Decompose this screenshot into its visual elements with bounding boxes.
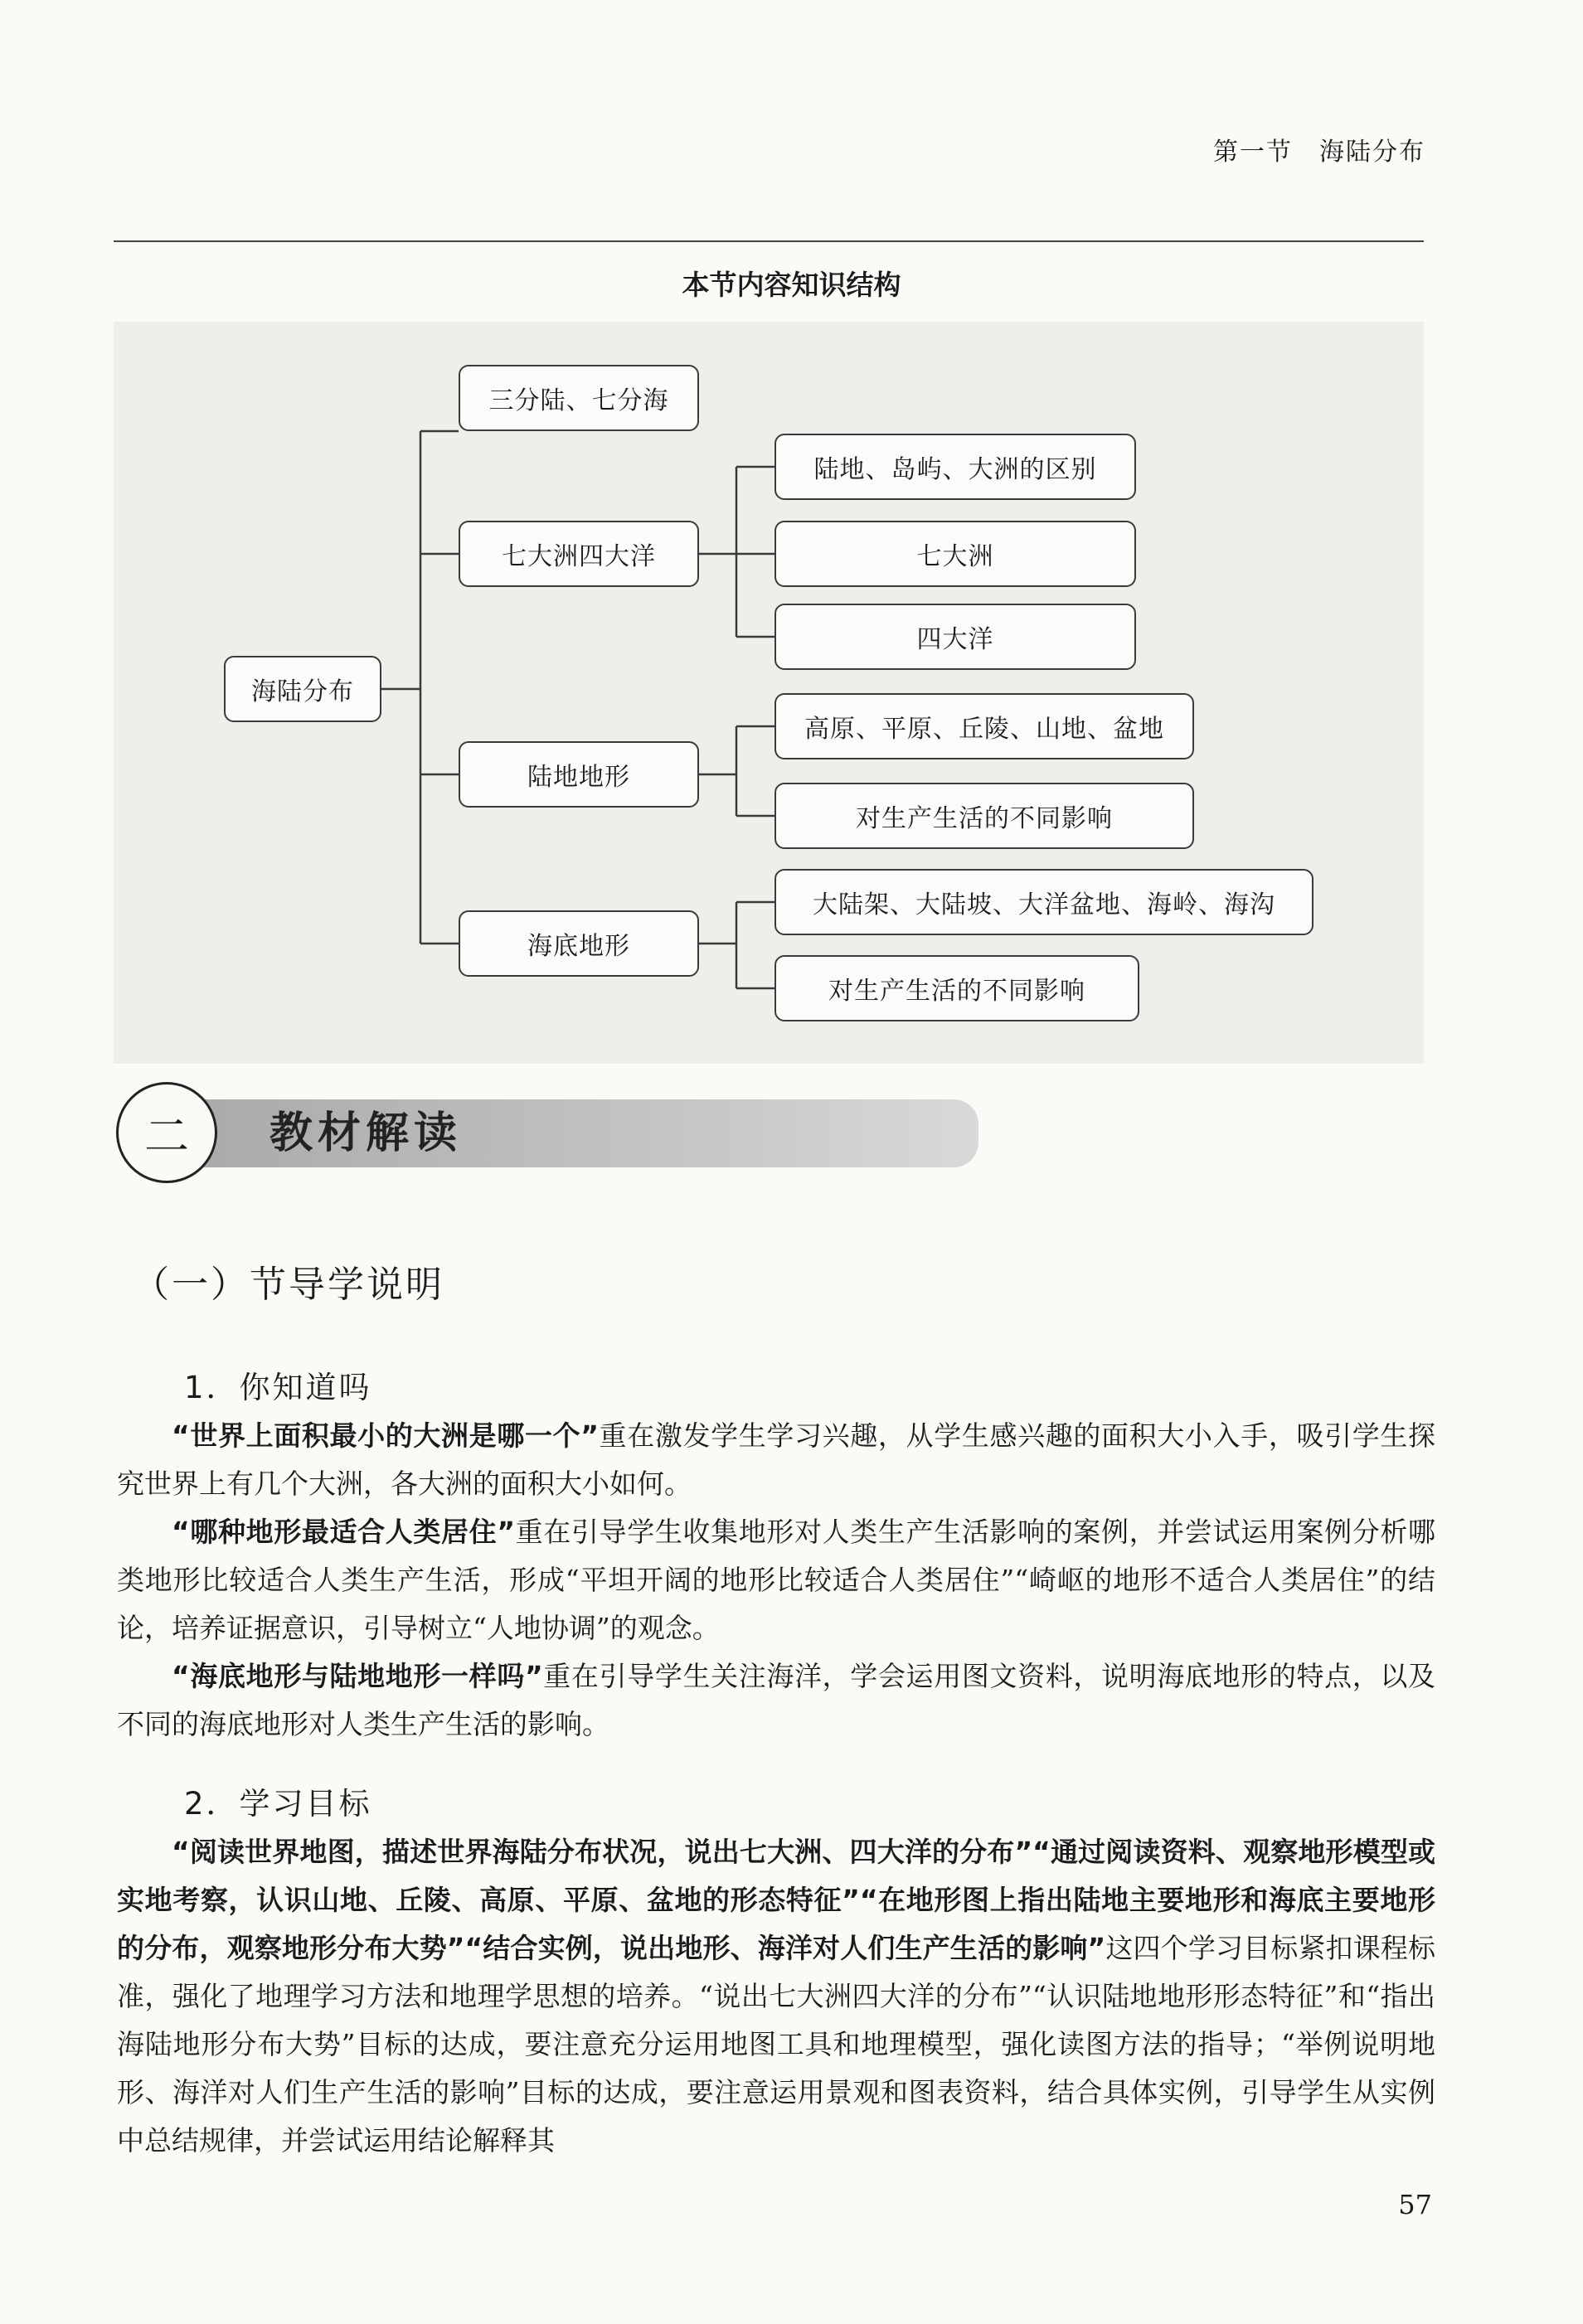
- part1-paragraph-1: [117, 1412, 1435, 1508]
- mindmap-title: 本节内容知识结构: [682, 269, 901, 301]
- mindmap-leaf-seafloor-influence: 对生产生活的不同影响: [775, 955, 1139, 1021]
- mindmap-branch-land-sea-ratio: 三分陆、七分海: [459, 365, 699, 431]
- mindmap-leaf-seafloor-types: 大陆架、大陆坡、大洋盆地、海岭、海沟: [775, 869, 1314, 935]
- part1-p1-question: “世界上面积最小的大洲是哪一个”: [172, 1419, 599, 1452]
- mindmap-leaf-land-influence: 对生产生活的不同影响: [775, 783, 1194, 849]
- mindmap-root-node: 海陆分布: [224, 656, 381, 722]
- running-head: 第一节 海陆分布: [1213, 138, 1425, 167]
- part1-p2-question: “哪种地形最适合人类居住”: [172, 1516, 516, 1548]
- part1-paragraph-2: [117, 1508, 1435, 1652]
- connector-b2: [698, 467, 775, 637]
- mindmap-branch-land-landforms: 陆地地形: [459, 741, 699, 808]
- mindmap-leaf-four-oceans: 四大洋: [775, 604, 1136, 670]
- part2-p1-text: 这四个学习目标紧扣课程标准，强化了地理学习方法和地理学思想的培养。“说出七大洲四大洋的分布”“认识陆地地形形态特征”和“指出海陆地形分布大势”目标的达成，要注意充分运用地图工具和地理模型，强化读图方法的指导；“举例说明地形、海洋对人们生产生活的影响”目标的达成，要注意运用景观和图表资料，结合具体实例，引导学生从实例中总结规律，并尝试运用结论解释其: [117, 1932, 1436, 2157]
- part2-p1-question: “阅读世界地图，描述世界海陆分布状况，说出七大洲、四大洋的分布”“通过阅读资料、观察地形模型或实地考察，认识山地、丘陵、高原、平原、盆地的形态特征”“在地形图上指出陆地主要地形和海底主要地形的分布，观察地形分布大势”“结合实例，说出地形、海洋对人们生产生活的影响”: [117, 1836, 1435, 1964]
- page-number: 57: [1398, 2189, 1432, 2220]
- section-title: 教材解读: [269, 1109, 463, 1158]
- connector-b3: [698, 726, 775, 816]
- mindmap-leaf-seven-continents: 七大洲: [775, 521, 1136, 587]
- part1-p2-text: 重在引导学生收集地形对人类生产生活影响的案例，并尝试运用案例分析哪类地形比较适合人类生产生活，形成“平坦开阔的地形比较适合人类居住”“崎岖的地形不适合人类居住”的结论，培养证据意识，引导树立“人地协调”的观念。: [117, 1516, 1435, 1644]
- part2-heading: 2．学习目标: [184, 1786, 372, 1822]
- connector-root-trunk: [381, 431, 420, 944]
- part1-heading: 1．你知道吗: [184, 1370, 372, 1405]
- part1-paragraph-3: [117, 1652, 1435, 1749]
- section-number: 二: [116, 1082, 217, 1183]
- mindmap-leaf-land-island-continent: 陆地、岛屿、大洲的区别: [775, 434, 1136, 500]
- part1-p1-text: 重在激发学生学习兴趣，从学生感兴趣的面积大小入手，吸引学生探究世界上有几个大洲，各大洲的面积大小如何。: [117, 1419, 1435, 1500]
- connector-b4: [698, 902, 775, 988]
- part1-p3-text: 重在引导学生关注海洋，学会运用图文资料，说明海底地形的特点，以及不同的海底地形对人类生产生活的影响。: [117, 1660, 1436, 1740]
- mindmap-leaf-landform-types: 高原、平原、丘陵、山地、盆地: [775, 693, 1194, 759]
- subsection-title: （一）节导学说明: [133, 1264, 444, 1306]
- part2-paragraph-1: [117, 1828, 1435, 2165]
- mindmap-branch-seafloor-landforms: 海底地形: [459, 910, 699, 977]
- part1-p3-question: “海底地形与陆地地形一样吗”: [172, 1660, 543, 1692]
- mindmap-branch-continents-oceans: 七大洲四大洋: [459, 521, 699, 587]
